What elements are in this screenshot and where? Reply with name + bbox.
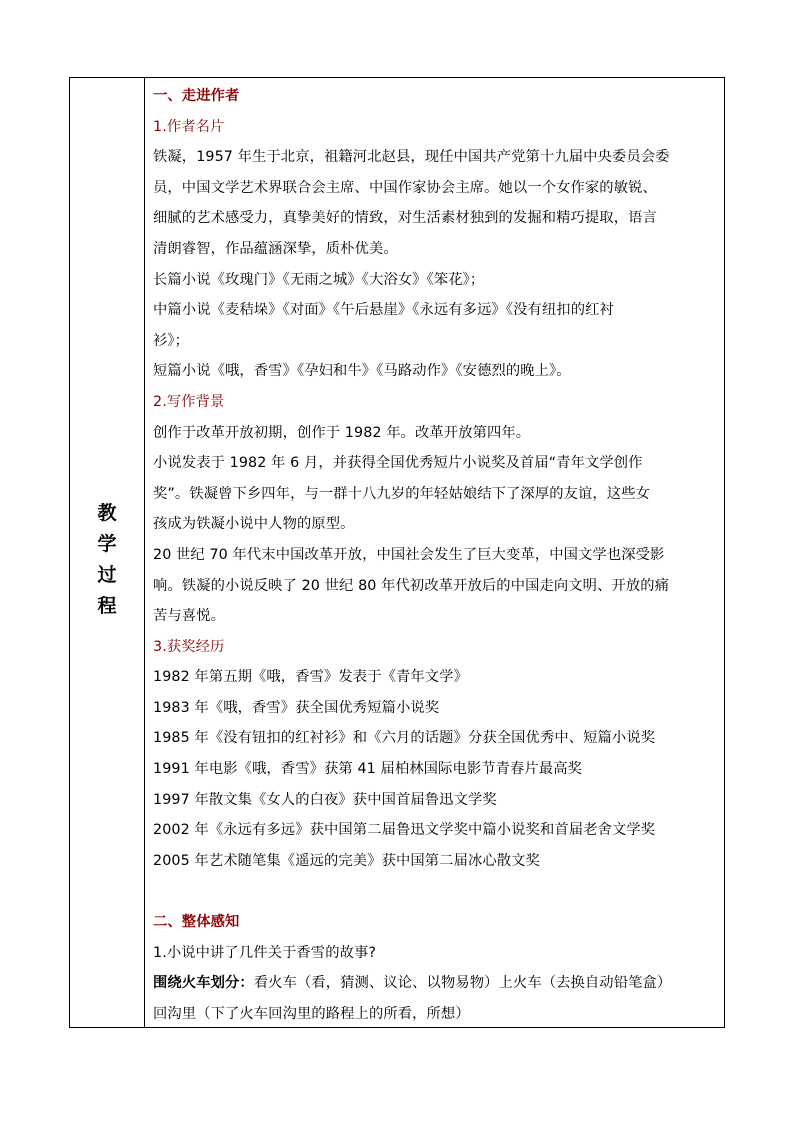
content-line: 衫》； <box>153 332 190 349</box>
blank-line <box>153 876 716 907</box>
row-label: 教学过程 <box>97 502 117 617</box>
content-line: 20 世纪 70 年代末中国改革开放，中国社会发生了巨大变革，中国文学也深受影 <box>153 546 665 563</box>
content-line: 小说发表于 1982 年 6 月，并获得全国优秀短片小说奖及首届“青年文学创作 <box>153 455 643 472</box>
content-line <box>153 968 716 999</box>
content-line: 创作于改革开放初期，创作于 1982 年。改革开放第四年。 <box>153 424 531 441</box>
content-line: 1982 年第五期《哦，香雪》发表于《青年文学》 <box>153 669 468 686</box>
content-line: 铁凝，1957 年生于北京，祖籍河北赵县，现任中国共产党第十九届中央委员会委 <box>153 149 670 166</box>
content-line: 2002 年《永远有多远》获中国第二届鲁迅文学奖中篇小说奖和首届老舍文学奖 <box>153 822 656 839</box>
content-cell <box>145 78 724 1027</box>
content-line: 清朗睿智，作品蕴涵深挚，质朴优美。 <box>153 240 398 257</box>
sub-heading: 2.写作背景 <box>153 393 225 410</box>
content-line: 长篇小说《玫瑰门》《无雨之城》《大浴女》《笨花》； <box>153 271 485 288</box>
content-line: 员，中国文学艺术界联合会主席、中国作家协会主席。她以一个女作家的敏锐、 <box>153 179 657 196</box>
content-line: 奖”。铁凝曾下乡四年，与一群十八九岁的年轻姑娘结下了深厚的友谊，这些女 <box>153 485 650 502</box>
bold-lead-text: 围绕火车划分： <box>153 975 254 992</box>
content-line: 1985 年《没有钮扣的红衬衫》和《六月的话题》分获全国优秀中、短篇小说奖 <box>153 730 656 747</box>
row-label-cell <box>70 78 145 1027</box>
content-line: 响。铁凝的小说反映了 20 世纪 80 年代初改革开放后的中国走向文明、开放的痛 <box>153 577 670 594</box>
content-line: 中篇小说《麦秸垛》《对面》《午后悬崖》《永远有多远》《没有纽扣的红衬 <box>153 302 614 319</box>
content-line: 1997 年散文集《女人的白夜》获中国首届鲁迅文学奖 <box>153 791 497 808</box>
section-heading: 二、整体感知 <box>153 914 240 931</box>
content-line: 苦与喜悦。 <box>153 608 225 625</box>
content-line: 短篇小说《哦，香雪》《孕妇和牛》《马路动作》《安德烈的晚上》。 <box>153 363 571 380</box>
content-line: 回沟里（下了火车回沟里的路程上的所看，所想） <box>153 1005 470 1022</box>
content-line: 1.小说中讲了几件关于香雪的故事? <box>153 944 377 961</box>
sub-heading: 1.作者名片 <box>153 118 225 135</box>
line-text: 看火车（看，猜测、议论、以物易物）上火车（去换自动铅笔盒） <box>253 975 672 992</box>
content-line: 孩成为铁凝小说中人物的原型。 <box>153 516 355 533</box>
content-line: 1983 年《哦，香雪》获全国优秀短篇小说奖 <box>153 699 440 716</box>
content-line: 2005 年艺术随笔集《遥远的完美》获中国第二届冰心散文奖 <box>153 852 540 869</box>
content-line: 细腻的艺术感受力，真挚美好的情致，对生活素材独到的发掘和精巧提取，语言 <box>153 210 657 227</box>
lesson-table <box>69 77 725 1028</box>
section-heading: 一、走进作者 <box>153 88 240 104</box>
sub-heading: 3.获奖经历 <box>153 638 225 655</box>
content-line: 1991 年电影《哦，香雪》获第 41 届柏林国际电影节青春片最高奖 <box>153 761 583 778</box>
